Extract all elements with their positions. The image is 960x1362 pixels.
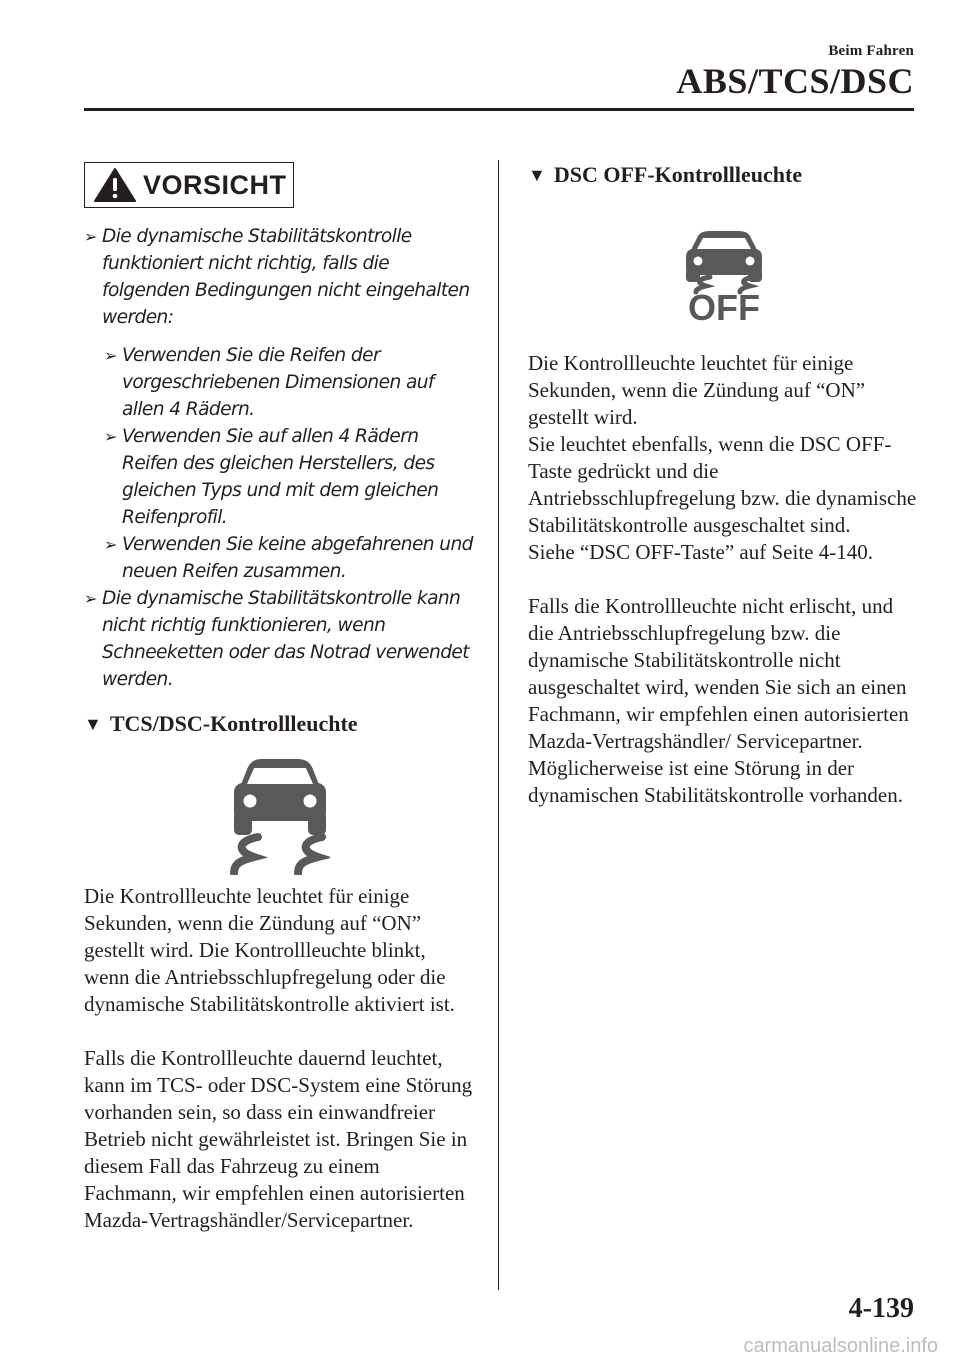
dsc-off-paragraph-2: Sie leuchtet ebenfalls, wenn die DSC OFF-Taste gedrückt und die Antriebsschlupfregelung bzw. die dynamische Stabilitätskontrolle ausgeschaltet sind. [528, 432, 917, 537]
caution-subitem-text: Verwenden Sie die Reifen der vorgeschriebenen Dimensionen auf allen 4 Rädern. [122, 345, 434, 420]
dsc-off-light-icon [674, 230, 774, 322]
arrow-bullet-icon: ➢ [84, 589, 97, 608]
dsc-off-paragraph-4: Falls die Kontrollleuchte nicht erlischt, und die Antriebsschlupfregelung bzw. die dynamische Stabilitätskontrolle nicht ausgeschaltet wird, wenden Sie sich an einen Fachmann, wir empfehlen einen autorisierten Mazda-Vertragshändler/ Servicepartner. Möglicherweise ist eine Störung in der dynamischen Stabilitätskontrolle vorhanden. [528, 594, 909, 807]
header-rule [84, 108, 914, 111]
column-divider [498, 160, 499, 1290]
caution-subitem [84, 423, 476, 531]
watermark: carmanualsonline.info [743, 1335, 938, 1357]
section-triangle-icon: ▼ [528, 164, 546, 185]
dsc-off-heading-text: DSC OFF-Kontrollleuchte [553, 162, 803, 187]
caution-subitem [84, 531, 476, 585]
page-number: 4-139 [848, 1293, 914, 1324]
header-title: ABS/TCS/DSC [676, 61, 914, 101]
caution-sublist [84, 342, 476, 585]
caution-item-text: Die dynamische Stabilitätskontrolle funktioniert nicht richtig, falls die folgenden Bedingungen nicht eingehalten werden: [102, 226, 470, 328]
caution-subitem [84, 342, 476, 423]
caution-item [84, 585, 476, 693]
tcs-warning-light-icon [230, 757, 330, 875]
dsc-off-section-heading [528, 162, 920, 188]
caution-item [84, 223, 476, 331]
tcs-section-heading [84, 711, 476, 737]
warning-triangle-icon [93, 167, 137, 203]
caution-subitem-text: Verwenden Sie keine abgefahrenen und neuen Reifen zusammen. [122, 534, 473, 582]
tcs-paragraph-1: Die Kontrollleuchte leuchtet für einige Sekunden, wenn die Zündung auf “ON” gestellt wird. Die Kontrollleuchte blinkt, wenn die Antriebsschlupfregelung oder die dynamische Stabilitätskontrolle aktiviert ist. [84, 884, 455, 1016]
dsc-off-icon-text: OFF [688, 287, 760, 322]
section-triangle-icon: ▼ [84, 713, 102, 734]
arrow-bullet-icon: ➢ [104, 535, 117, 554]
caution-list [84, 223, 476, 693]
dsc-off-paragraph-3: Siehe “DSC OFF-Taste” auf Seite 4-140. [528, 540, 873, 564]
tcs-paragraph-2: Falls die Kontrollleuchte dauernd leuchtet, kann im TCS- oder DSC-System eine Störung vorhanden sein, so dass ein einwandfreier Betrieb nicht gewährleistet ist. Bringen Sie in diesem Fall das Fahrzeug zu einem Fachmann, wir empfehlen einen autorisierten Mazda-Vertragshändler/Servicepartner. [84, 1046, 473, 1232]
tcs-heading-text: TCS/DSC-Kontrollleuchte [109, 711, 358, 736]
left-column [84, 162, 476, 1234]
arrow-bullet-icon: ➢ [104, 346, 117, 365]
arrow-bullet-icon: ➢ [84, 227, 97, 246]
caution-subitem-text: Verwenden Sie auf allen 4 Rädern Reifen des gleichen Herstellers, des gleichen Typs und mit dem gleichen Reifenprofil. [122, 426, 439, 528]
dsc-off-paragraph-1: Die Kontrollleuchte leuchtet für einige Sekunden, wenn die Zündung auf “ON” gestellt wird. [528, 351, 866, 429]
caution-box [84, 162, 294, 208]
right-column [528, 160, 920, 809]
header-subtitle: Beim Fahren [828, 43, 914, 59]
arrow-bullet-icon: ➢ [104, 427, 117, 446]
caution-item-text: Die dynamische Stabilitätskontrolle kann nicht richtig funktionieren, wenn Schneeketten oder das Notrad verwendet werden. [102, 588, 469, 690]
caution-label: VORSICHT [143, 169, 287, 200]
